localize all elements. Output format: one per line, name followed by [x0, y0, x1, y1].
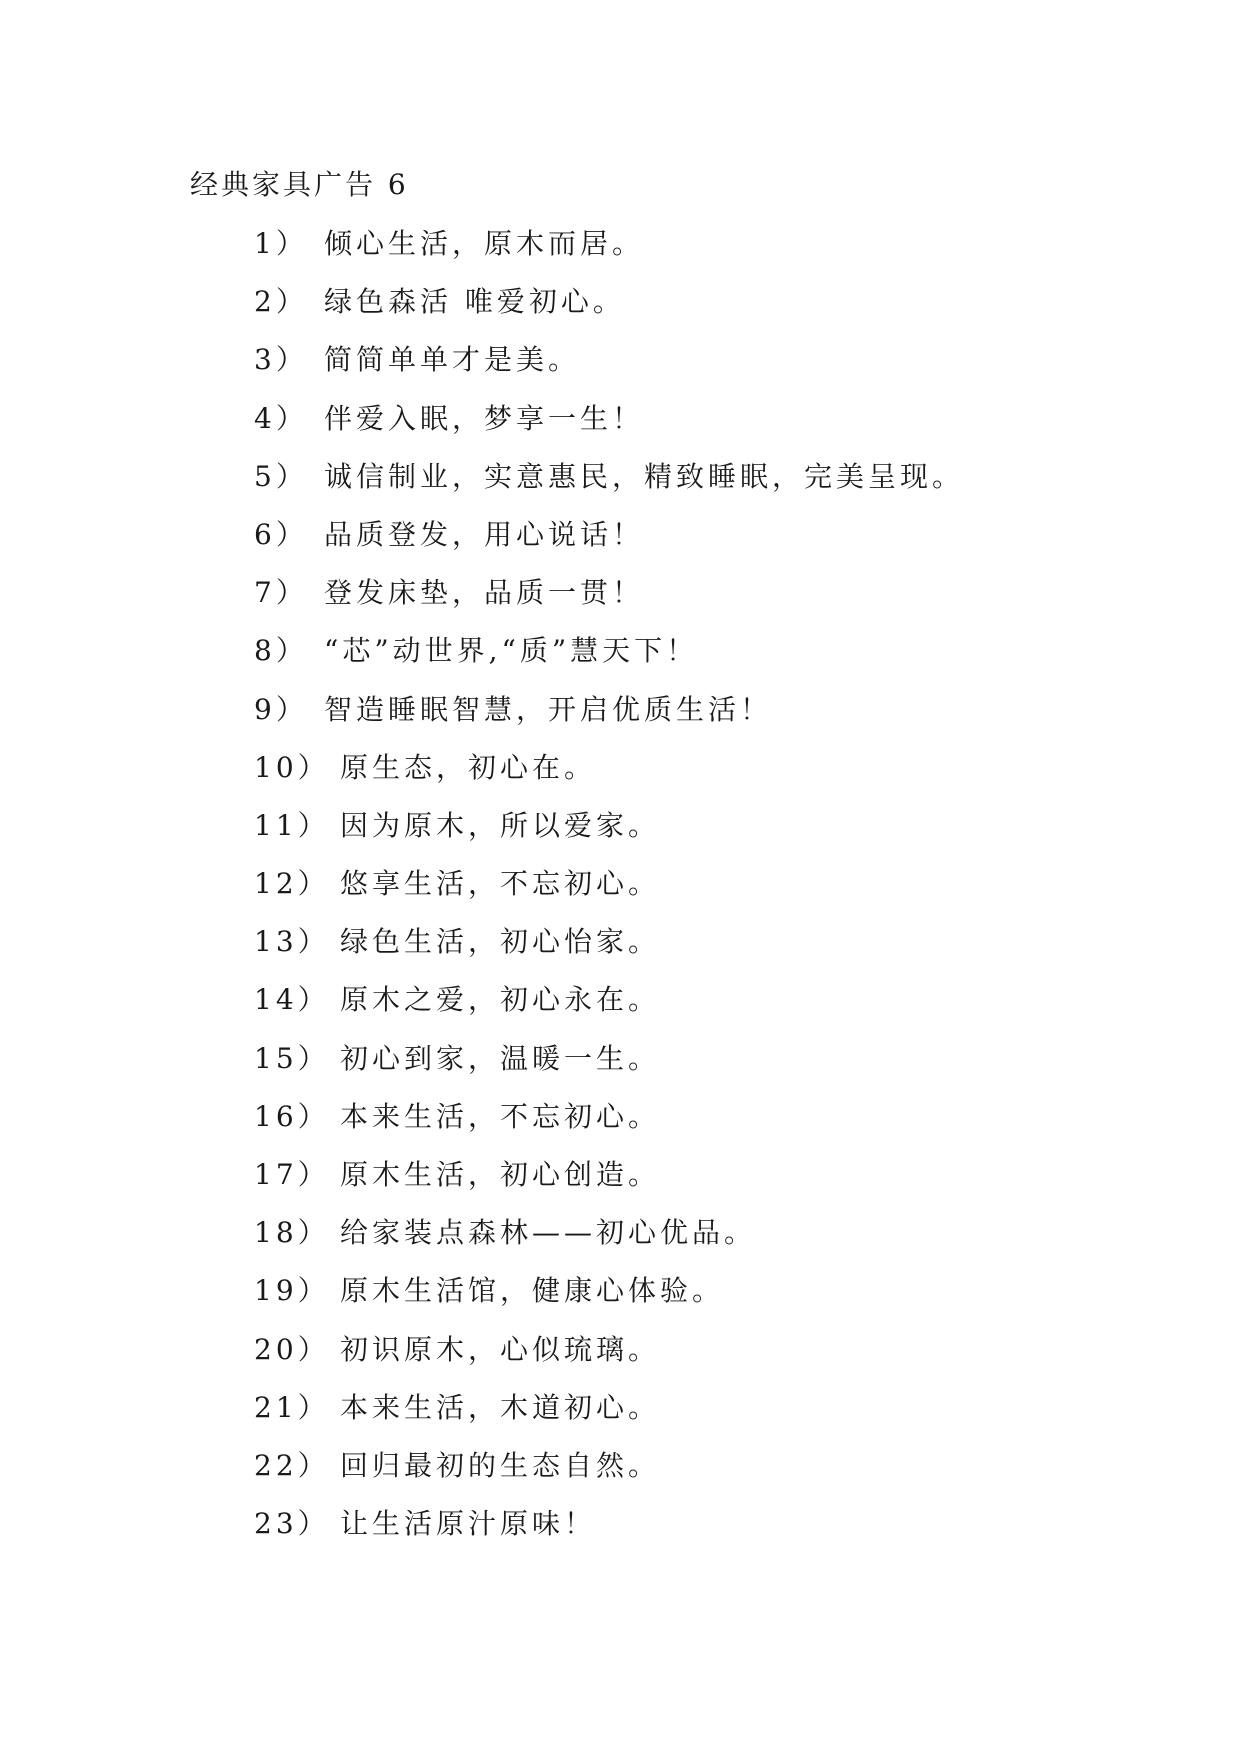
list-item-number: 15）	[254, 1041, 330, 1075]
list-item	[254, 1155, 964, 1213]
list-item	[254, 1097, 964, 1155]
list-item	[254, 573, 964, 631]
list-item-text: 原木生活馆，健康心体验。	[340, 1274, 725, 1308]
list-item	[254, 282, 964, 340]
list-item-text: “芯”动世界,“质”慧天下！	[324, 634, 699, 668]
list-item-text: 登发床垫，品质一贯！	[324, 576, 645, 610]
list-item-number: 9）	[254, 692, 308, 726]
list-item	[254, 1213, 964, 1271]
list-item-text: 诚信制业，实意惠民，精致睡眠，完美呈现。	[324, 459, 965, 493]
list-item-text: 绿色生活，初心怡家。	[340, 925, 661, 959]
list-item	[254, 1504, 964, 1562]
list-item	[254, 1446, 964, 1504]
list-item-text: 悠享生活，不忘初心。	[340, 867, 661, 901]
list-item-number: 13）	[254, 925, 330, 959]
list-item	[254, 1330, 964, 1388]
list-item-number: 2）	[254, 285, 308, 319]
list-item-text: 因为原木，所以爱家。	[340, 808, 661, 842]
list-item	[254, 1271, 964, 1329]
list-item-text: 智造睡眠智慧，开启优质生活！	[324, 692, 773, 726]
list-item-text: 原生态，初心在。	[340, 750, 597, 784]
list-item-number: 17）	[254, 1158, 330, 1191]
list-item	[254, 806, 964, 864]
list-item-text: 品质登发，用心说话！	[324, 517, 645, 551]
list-item-text: 简简单单才是美。	[324, 343, 581, 377]
list-item	[254, 399, 964, 457]
list-item-number: 18）	[254, 1216, 330, 1250]
list-item-number: 23）	[254, 1507, 330, 1541]
list-item-number: 1）	[254, 227, 308, 260]
list-item-number: 11）	[254, 808, 330, 842]
slogan-list	[254, 224, 964, 1562]
list-item-text: 初心到家，温暖一生。	[340, 1041, 661, 1075]
list-item-text: 倾心生活，原木而居。	[324, 227, 645, 260]
list-item-text: 给家装点森林——初心优品。	[340, 1216, 757, 1250]
list-item-number: 21）	[254, 1390, 330, 1424]
list-item-number: 4）	[254, 401, 308, 435]
list-item-number: 12）	[254, 867, 330, 901]
list-item-number: 8）	[254, 634, 308, 668]
list-item-text: 本来生活，木道初心。	[340, 1390, 661, 1424]
list-item	[254, 515, 964, 573]
list-item-text: 让生活原汁原味！	[340, 1507, 597, 1541]
list-item-number: 10）	[254, 750, 330, 784]
list-item	[254, 690, 964, 748]
list-item	[254, 457, 964, 515]
list-item-text: 原木生活，初心创造。	[340, 1158, 661, 1191]
list-item	[254, 922, 964, 980]
list-item	[254, 864, 964, 922]
document-title: 经典家具广告 6	[190, 168, 409, 201]
list-item-number: 16）	[254, 1099, 330, 1133]
list-item-number: 22）	[254, 1448, 330, 1482]
list-item-text: 绿色森活 唯爱初心。	[324, 285, 625, 319]
list-item-text: 原木之爱，初心永在。	[340, 983, 661, 1017]
list-item-text: 初识原木，心似琉璃。	[340, 1332, 661, 1366]
list-item	[254, 224, 964, 282]
list-item	[254, 748, 964, 806]
list-item-number: 7）	[254, 576, 308, 610]
list-item-number: 6）	[254, 517, 308, 551]
list-item	[254, 1039, 964, 1097]
list-item	[254, 631, 964, 689]
list-item-text: 伴爱入眠，梦享一生！	[324, 401, 645, 435]
list-item	[254, 980, 964, 1038]
list-item	[254, 1388, 964, 1446]
list-item-text: 本来生活，不忘初心。	[340, 1099, 661, 1133]
list-item-number: 3）	[254, 343, 308, 377]
list-item-number: 20）	[254, 1332, 330, 1366]
list-item-number: 14）	[254, 983, 330, 1017]
list-item-number: 19）	[254, 1274, 330, 1308]
list-item-text: 回归最初的生态自然。	[340, 1448, 661, 1482]
list-item	[254, 340, 964, 398]
list-item-number: 5）	[254, 459, 308, 493]
